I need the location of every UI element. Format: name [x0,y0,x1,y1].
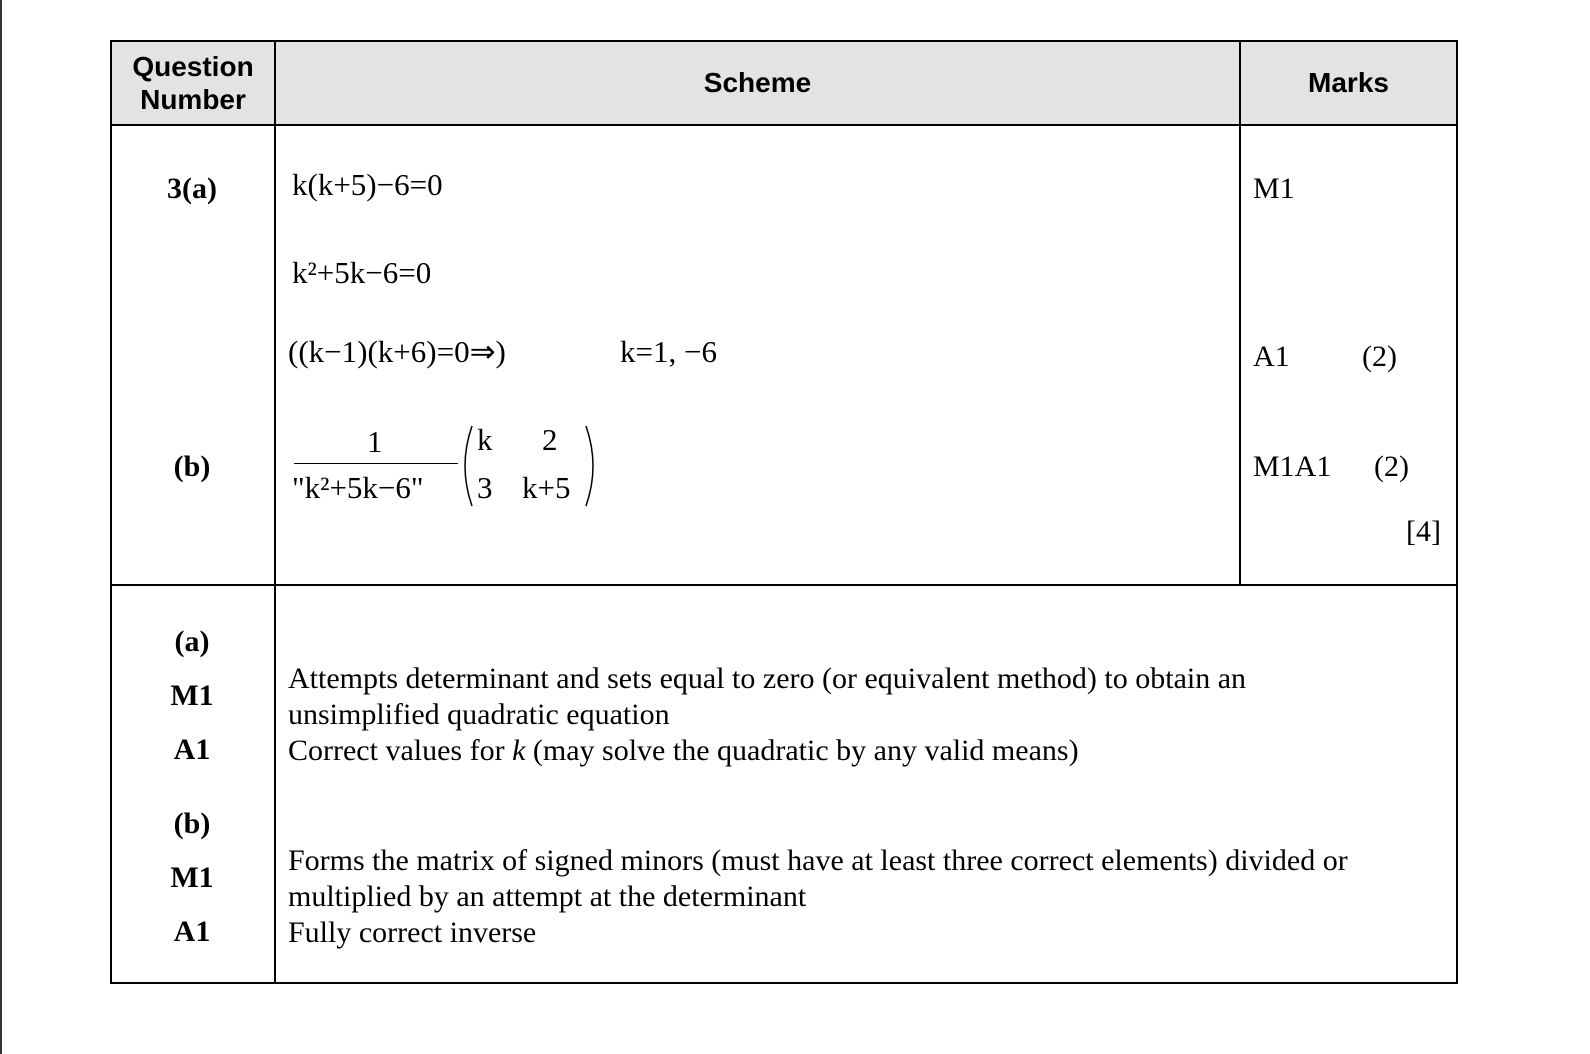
page-edge [0,0,2,1054]
mark-a-total: (2) [1362,340,1397,373]
note-b-a1: Fully correct inverse [288,916,537,949]
divider-col2 [1239,42,1241,584]
divider-notes [112,584,1456,586]
fraction-bar [294,463,458,464]
mark-b-m1a1: M1A1 [1253,450,1332,483]
scheme-line-4: k=1, −6 [620,334,717,369]
note-b-m1-line1: Forms the matrix of signed minors (must have at least three correct elements) divided or [288,844,1348,877]
matrix-m11: k [477,422,493,457]
note-b-m1-line2: multiplied by an attempt at the determinant [288,880,807,913]
note-a-m1-line1: Attempts determinant and sets equal to zero (or equivalent method) to obtain an [288,662,1247,695]
fraction-denominator: "k²+5k−6" [292,470,424,505]
matrix-m22: k+5 [522,470,571,505]
mark-b-total: (2) [1374,450,1409,483]
scheme-line-3: ((k−1)(k+6)=0⇒) [288,334,506,369]
header-question-number: Question Number [132,51,254,115]
matrix-m12: 2 [542,422,558,457]
header-marks: Marks [1308,67,1389,98]
note-label-a: (a) [174,625,210,658]
question-label-3a: 3(a) [167,172,217,205]
matrix-m21: 3 [477,470,493,505]
note-label-a-a1: A1 [173,733,211,766]
note-label-b-m1: M1 [170,861,214,894]
matrix-left-bracket [456,424,476,508]
note-label-b: (b) [173,807,211,840]
mark-a-m1: M1 [1253,172,1295,205]
note-label-a-m1: M1 [170,679,214,712]
mark-a-a1: A1 [1253,340,1290,373]
mark-scheme-table [110,40,1458,984]
mark-grand-total: [4] [1406,515,1441,548]
scheme-line-2: k²+5k−6=0 [292,255,432,290]
note-label-b-a1: A1 [173,915,211,948]
note-a-a1: Correct values for k (may solve the quadratic by any valid means) [288,734,1079,767]
scheme-line-1: k(k+5)−6=0 [292,167,443,202]
header-scheme: Scheme [703,67,812,98]
question-label-b: (b) [173,450,211,483]
note-a-m1-line2: unsimplified quadratic equation [288,698,670,731]
fraction-numerator: 1 [367,424,383,459]
matrix-right-bracket [582,424,602,508]
divider-col1 [274,42,276,982]
